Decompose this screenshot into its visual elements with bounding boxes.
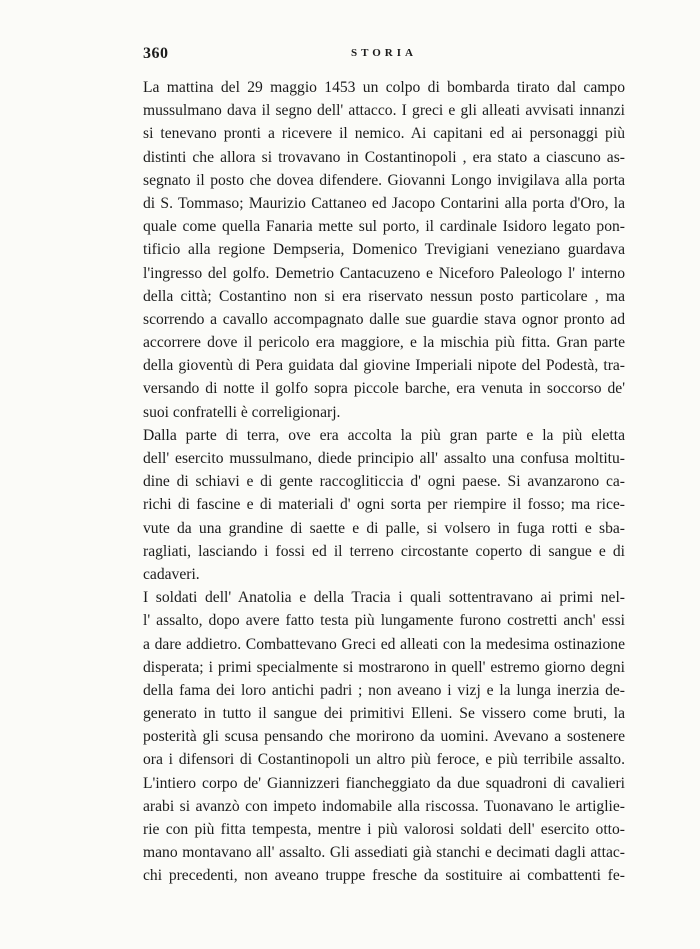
text-line: dell' esercito mussulmano, diede principio all' assalto una confusa moltitu- <box>143 450 625 467</box>
text-line: chi precedenti, non aveano truppe fresche da sostituire ai combattenti fe- <box>143 867 625 885</box>
text-line: accorrere dove il pericolo era maggiore, e la mischia più fitta. Gran parte <box>143 334 625 352</box>
text-line: di S. Tommaso; Maurizio Cattaneo ed Jacopo Contarini alla porta d'Oro, la <box>143 194 625 212</box>
text-line: suoi confratelli è correligionarj. <box>143 403 341 421</box>
text-line: quale come quella Fanaria mette sul porto, il cardinale Isidoro legato pon- <box>143 218 625 236</box>
running-title: STORIA <box>351 47 417 59</box>
text-line: I soldati dell' Anatolia e della Tracia i quali sottentravano ai primi nel- <box>143 589 625 607</box>
text-line: scorrendo a cavallo accompagnato dalle sue guardie stava ognor pronto ad <box>143 310 625 328</box>
text-line: disperata; i primi specialmente si mostrarono in quell' estremo giorno degni <box>143 658 625 676</box>
text-line: L'intiero corpo de' Giannizzeri fiancheggiato da due squadroni di cavalieri <box>143 774 625 792</box>
text-line: l' assalto, dopo avere fatto testa più lungamente furono costretti anch' essi <box>143 612 625 630</box>
page-header <box>143 45 625 65</box>
text-line: tificio alla regione Dempseria, Domenico Trevigiani veneziano guardava <box>143 241 625 259</box>
text-line: ora i difensori di Costantinopoli un altro più feroce, e più terribile assalto. <box>143 751 625 769</box>
text-line: arabi si avanzò con impeto indomabile alla riscossa. Tuonavano le artiglie- <box>143 797 625 815</box>
text-line: della gioventù di Pera guidata dal giovine Imperiali nipote del Podestà, tra- <box>143 357 625 375</box>
text-line: La mattina del 29 maggio 1453 un colpo di bombarda tirato dal campo <box>143 79 625 96</box>
text-line: segnato il posto che dovea difendere. Giovanni Longo invigilava alla porta <box>143 171 625 189</box>
text-line: della fama dei loro antichi padri ; non aveano i vizj e la lunga inerzia de- <box>143 681 625 699</box>
text-line: ragliati, lasciando i fossi ed il terreno circostante coperto di sangue e di <box>143 542 625 560</box>
text-line: mussulmano dava il segno dell' attacco. I greci e gli alleati avvisati innanzi <box>143 102 625 120</box>
text-line: l'ingresso del golfo. Demetrio Cantacuzeno e Niceforo Paleologo l' interno <box>143 264 625 282</box>
text-line: mano montavano all' assalto. Gli assediati già stanchi e decimati dagli attac- <box>143 844 625 862</box>
text-line: generato in tutto il sangue dei primitivi Elleni. Se vissero come bruti, la <box>143 705 625 723</box>
text-line: distinti che allora si trovavano in Costantinopoli , era stato a ciascuno as- <box>143 148 625 166</box>
text-line: dine di schiavi e di gente raccogliticcia d' ogni paese. Si avanzarono ca- <box>143 473 625 491</box>
text-line: della città; Costantino non si era riservato nessun posto particolare , ma <box>143 287 625 305</box>
text-line: a dare addietro. Combattevano Greci ed alleati con la medesima ostinazione <box>143 635 625 653</box>
text-line: richi di fascine e di materiali d' ogni sorta per riempire il fosso; ma rice- <box>143 496 625 514</box>
page-number: 360 <box>143 45 169 62</box>
text-line: vute da una grandine di saette e di palle, si volsero in fuga rotti e sba- <box>143 519 625 537</box>
text-line: posterità gli scusa pensando che morirono da uomini. Avevano a sostenere <box>143 728 625 746</box>
text-line: rie con più fitta tempesta, mentre i più valorosi soldati dell' esercito otto- <box>143 821 625 838</box>
body-text <box>143 76 625 888</box>
text-line: versando di notte il golfo sopra piccole barche, era venuta in soccorso de' <box>143 380 625 398</box>
text-line: cadaveri. <box>143 565 200 583</box>
text-line: Dalla parte di terra, ove era accolta la più gran parte e la più eletta <box>143 426 625 444</box>
text-line: si tenevano pronti a ricevere il nemico. Ai capitani ed ai personaggi più <box>143 125 625 143</box>
